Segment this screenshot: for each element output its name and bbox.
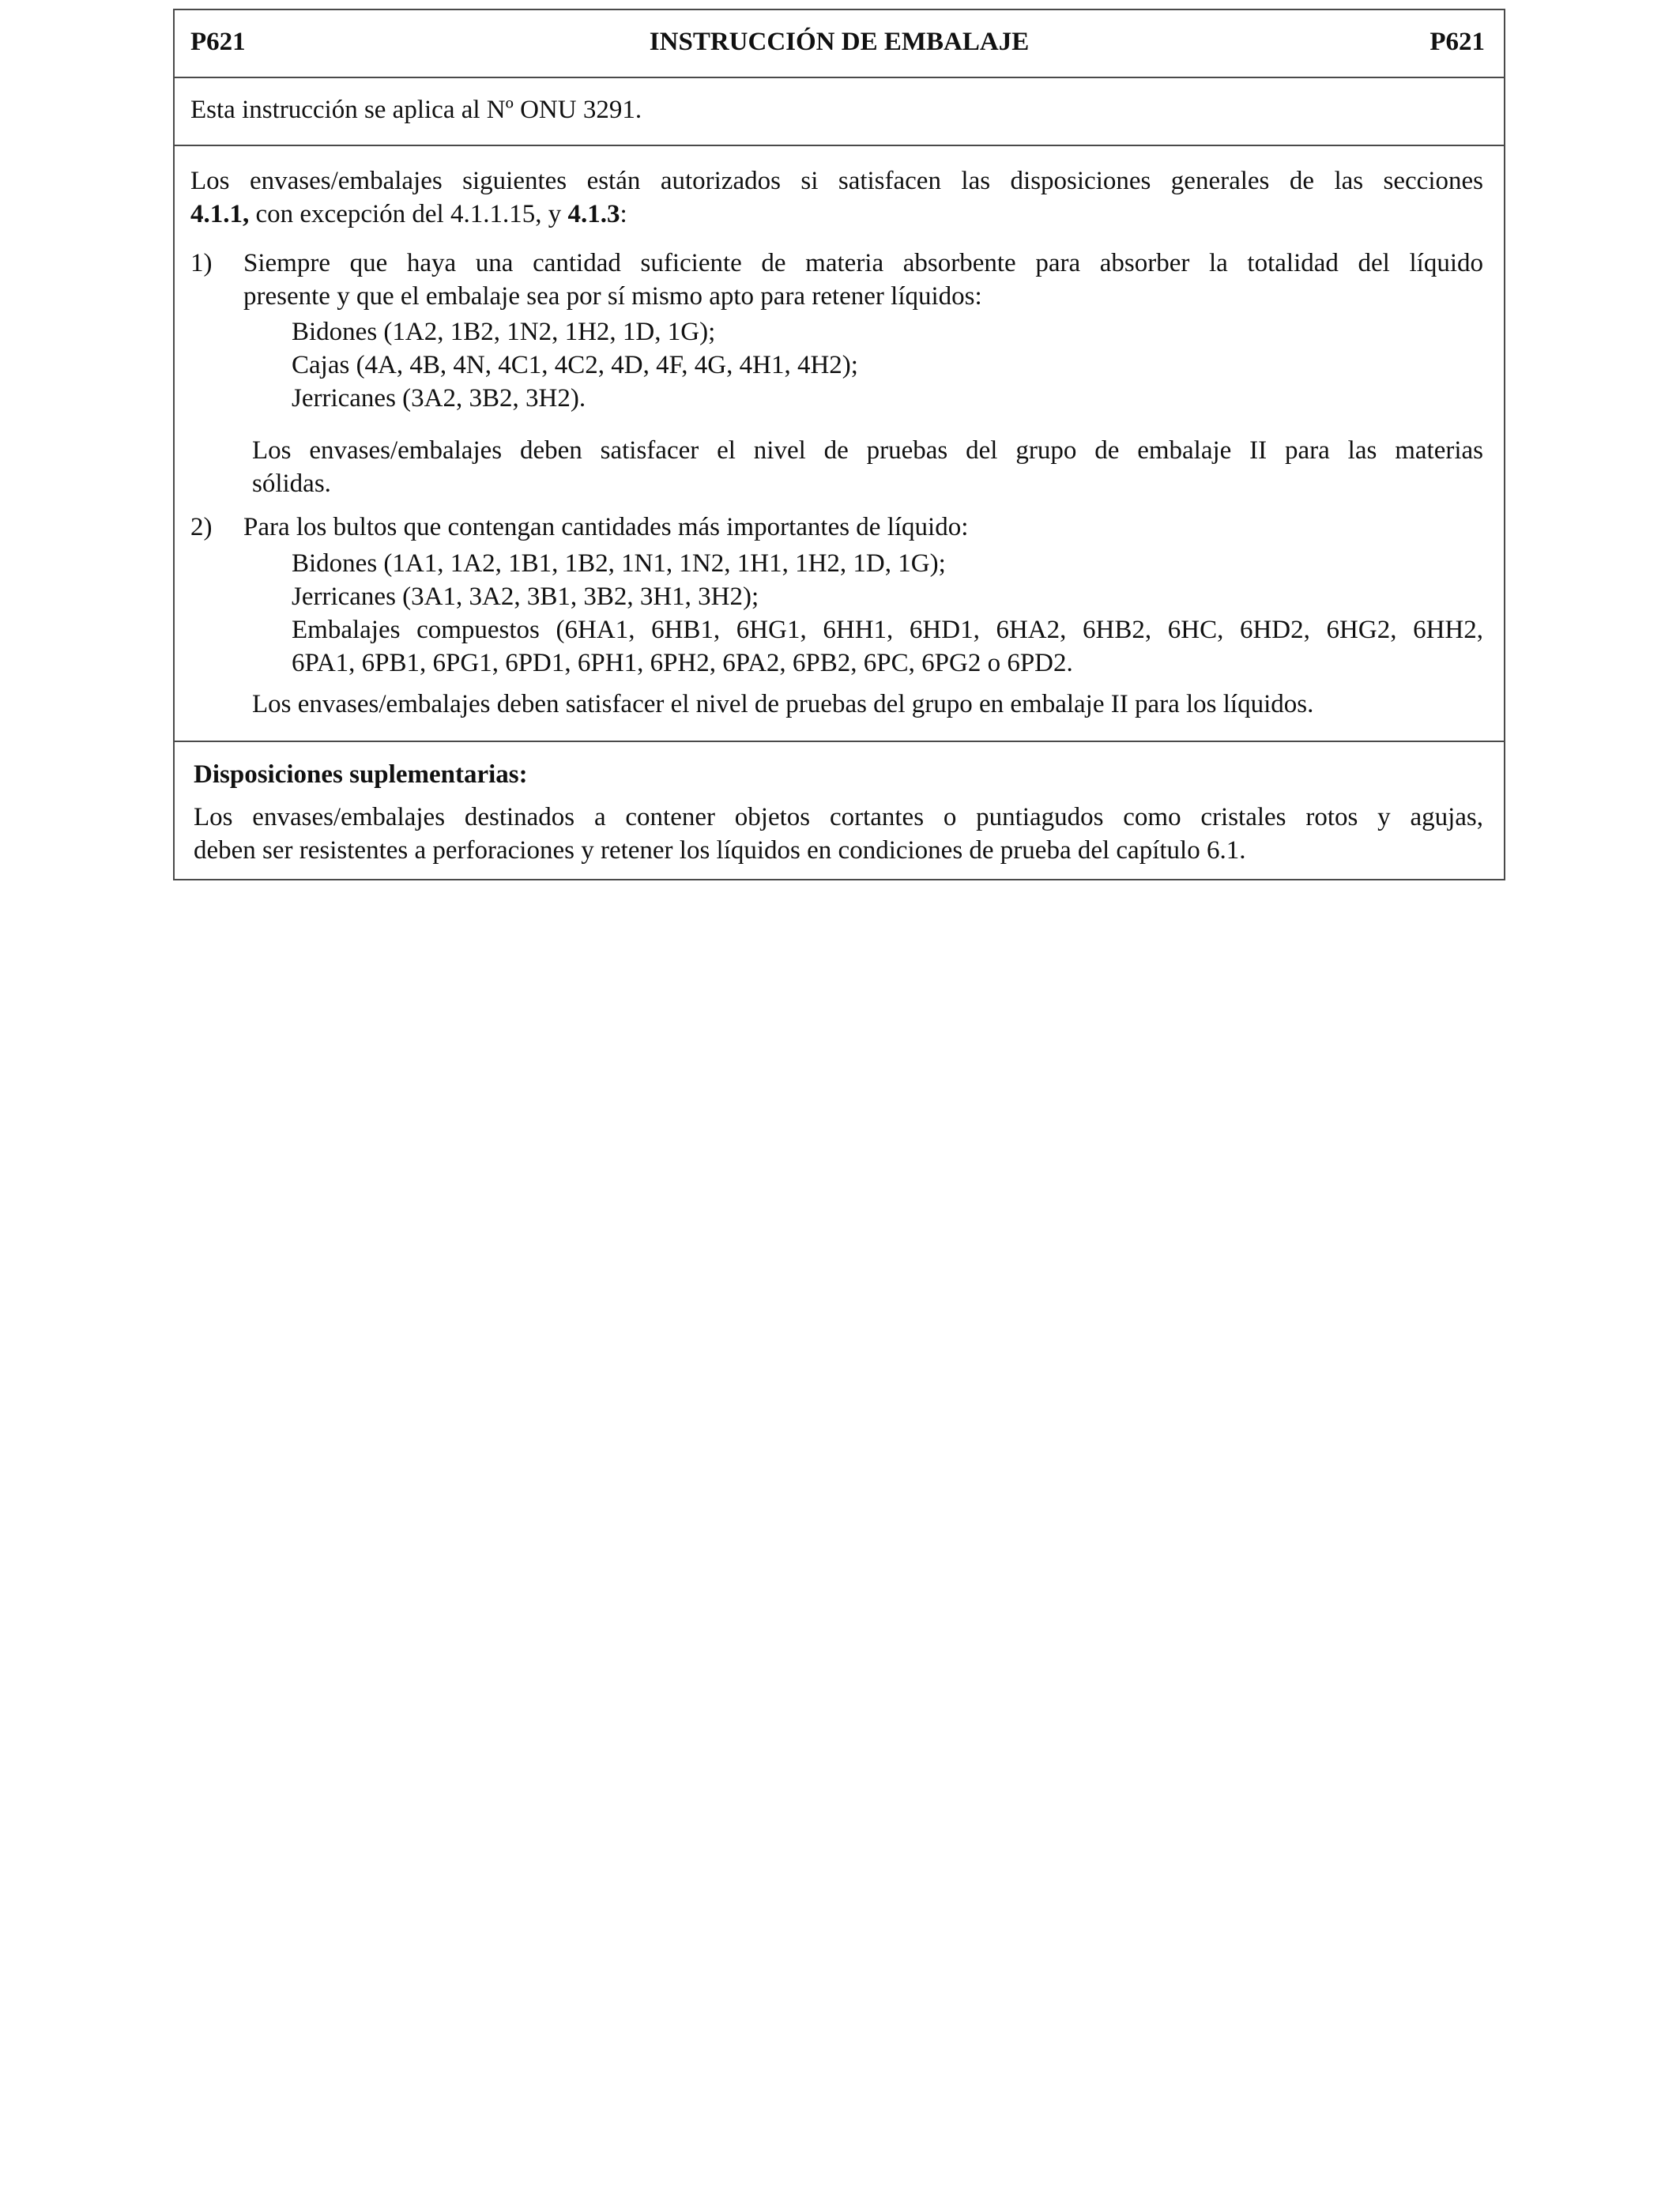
instruction-code-right: P621: [1430, 28, 1485, 56]
supplementary-text: [194, 801, 1483, 867]
instruction-code-left: P621: [190, 28, 246, 56]
instruction-title: INSTRUCCIÓN DE EMBALAJE: [649, 28, 1030, 56]
section-ref-4-1-1: 4.1.1,: [190, 200, 250, 228]
intro-exception-text: con excepción del 4.1.1.15, y: [249, 200, 568, 228]
intro-line-1: Los envases/embalajes siguientes están autorizados si satisfacen las disposiciones generales de las secciones: [190, 167, 1483, 195]
item-2-note-line-1: Los envases/embalajes deben satisfacer el nivel de pruebas del grupo en embalaje II para los líquidos.: [252, 690, 1314, 718]
table-header-row: [175, 10, 1504, 77]
intro-line-2: [190, 198, 1483, 231]
applies-to-text: Esta instrucción se aplica al Nº ONU 3291.: [190, 96, 642, 124]
item-1-text: [243, 247, 1483, 313]
list-item: 6PA1, 6PB1, 6PG1, 6PD1, 6PH1, 6PH2, 6PA2, 6PB2, 6PC, 6PG2 o 6PD2.: [292, 649, 1073, 677]
list-item: Bidones (1A1, 1A2, 1B1, 1B2, 1N1, 1N2, 1H1, 1H2, 1D, 1G);: [292, 549, 946, 578]
intro-paragraph: [190, 164, 1483, 231]
authorized-packagings-row: [175, 145, 1504, 741]
list-item: Jerricanes (3A1, 3A2, 3B1, 3B2, 3H1, 3H2);: [292, 582, 759, 611]
section-ref-4-1-3: 4.1.3: [567, 200, 620, 228]
item-1-packaging-list: [292, 315, 1483, 415]
applies-to-row: [175, 77, 1504, 145]
list-item: Jerricanes (3A2, 3B2, 3H2).: [292, 384, 586, 413]
item-2-text: [243, 511, 1483, 544]
list-item: Cajas (4A, 4B, 4N, 4C1, 4C2, 4D, 4F, 4G, 4H1, 4H2);: [292, 351, 858, 379]
item-1-text-line-1: Siempre que haya una cantidad suficiente de materia absorbente para absorber la totalidad del líquido: [243, 249, 1483, 277]
item-1-text-line-2: presente y que el embalaje sea por sí mismo apto para retener líquidos:: [243, 282, 982, 311]
packing-instruction-table: [173, 9, 1505, 880]
supplementary-line-1: Los envases/embalajes destinados a contener objetos cortantes o puntiagudos como cristales rotos y agujas,: [194, 803, 1483, 831]
supplementary-line-2: deben ser resistentes a perforaciones y retener los líquidos en condiciones de prueba del capítulo 6.1.: [194, 836, 1246, 865]
list-item: Embalajes compuestos (6HA1, 6HB1, 6HG1, 6HH1, 6HD1, 6HA2, 6HB2, 6HC, 6HD2, 6HG2, 6HH2,: [292, 616, 1483, 644]
item-2-note: [252, 688, 1483, 721]
list-item: Bidones (1A2, 1B2, 1N2, 1H2, 1D, 1G);: [292, 318, 716, 346]
supplementary-provisions-row: [175, 741, 1504, 879]
item-1-note-line-1: Los envases/embalajes deben satisfacer el nivel de pruebas del grupo de embalaje II para las materias: [252, 436, 1483, 465]
item-2-packaging-list: [292, 547, 1483, 680]
item-1-number: 1): [190, 249, 213, 277]
intro-colon: :: [620, 200, 627, 228]
item-2-text-line-1: Para los bultos que contengan cantidades más importantes de líquido:: [243, 513, 969, 541]
item-2-number: 2): [190, 513, 213, 541]
item-1-note: [252, 434, 1483, 500]
supplementary-title: Disposiciones suplementarias:: [194, 760, 528, 789]
item-1-note-line-2: sólidas.: [252, 469, 331, 498]
